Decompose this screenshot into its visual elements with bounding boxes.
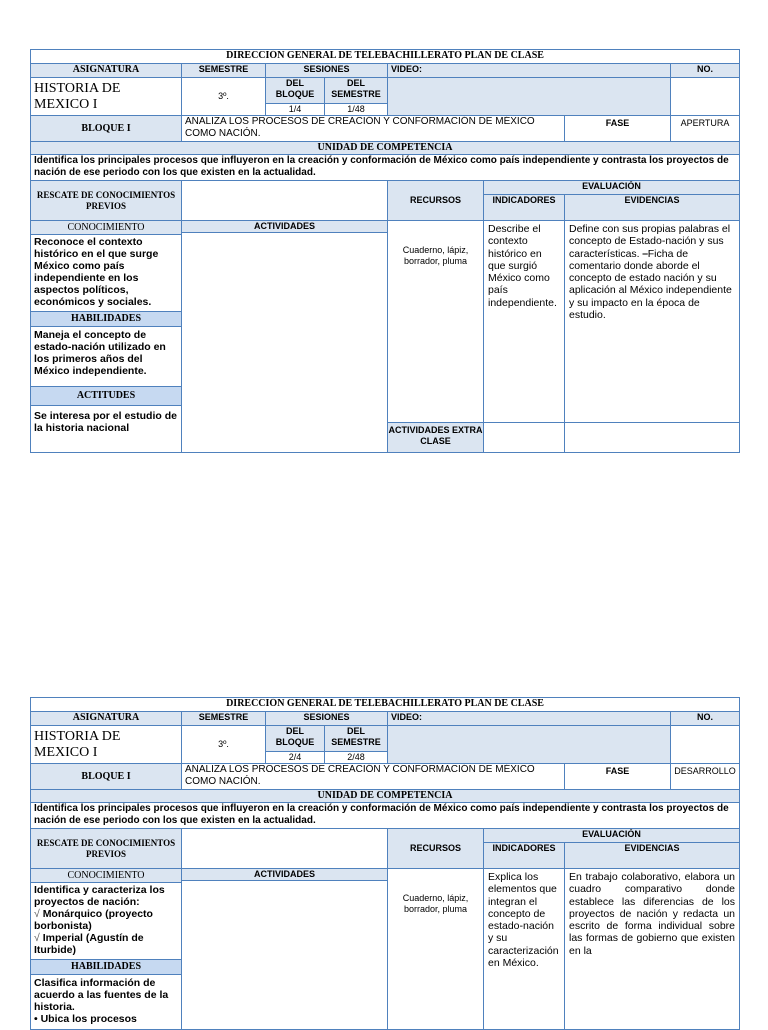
indicadores-label: INDICADORES — [484, 843, 565, 869]
plan-header: DIRECCIÓN GENERAL DE TELEBACHILLERATO PLAN DE CLASE — [31, 698, 740, 712]
lesson-plan-1 — [30, 49, 739, 453]
rescate-value — [182, 181, 388, 221]
sesion-semestre-value: 2/48 — [325, 752, 388, 764]
video-value — [388, 726, 671, 764]
actividades-column — [182, 869, 388, 1030]
sesiones-label: SESIONES — [266, 64, 388, 78]
rescate-label: RESCATE DE CONOCIMIENTOS PREVIOS — [31, 829, 182, 869]
no-label: NO. — [671, 64, 740, 78]
bloque-label: BLOQUE I — [31, 764, 182, 790]
bloque-label: BLOQUE I — [31, 116, 182, 142]
unidad-text: Identifica los principales procesos que influyeron en la creación y conformación de México como país independiente y contrasta los proyectos de nación de ese periodo con los que existen en la actualidad. — [31, 155, 740, 181]
conocimiento-column — [31, 869, 182, 1030]
conocimiento-text: Reconoce el contexto histórico en el que surge México como país independiente en los aspectos políticos, económicos y sociales. — [34, 236, 159, 308]
bloque-text: ANALIZA LOS PROCESOS DE CREACIÓN Y CONFORMACIÓN DE MÉXICO COMO NACIÓN. — [182, 116, 565, 142]
no-label: NO. — [671, 712, 740, 726]
lesson-plan-2 — [30, 697, 739, 1030]
no-value — [671, 726, 740, 764]
indicadores-column — [484, 869, 565, 1030]
indicadores-column — [484, 221, 565, 453]
actividades-column — [182, 221, 388, 453]
evidencias-column — [565, 869, 740, 1030]
recursos-value: Cuaderno, lápiz, borrador, pluma — [402, 245, 469, 266]
indicadores-value: Describe el contexto histórico en que surgió México como país independiente. — [488, 223, 557, 309]
conocimiento-item-2: √ Imperial (Agustín de Iturbide) — [34, 932, 144, 956]
unidad-text: Identifica los principales procesos que influyeron en la creación y conformación de México como país independiente y contrasta los proyectos de nación de ese periodo con los que existen en la actualidad. — [31, 803, 740, 829]
asignatura-label: ASIGNATURA — [31, 64, 182, 78]
conocimiento-column — [31, 221, 182, 453]
del-bloque-label: DEL BLOQUE — [266, 78, 325, 104]
video-label: VIDEO: — [388, 712, 671, 726]
rescate-label: RESCATE DE CONOCIMIENTOS PREVIOS — [31, 181, 182, 221]
asignatura-value: HISTORIA DE MEXICO I — [31, 726, 182, 764]
unidad-label: UNIDAD DE COMPETENCIA — [31, 790, 740, 803]
evidencias-value: En trabajo colaborativo, elabora un cuadro comparativo donde establece las diferencias de los proyectos de nación y redacta un escrito de forma individual sobre las formas de gobierno que existen en la — [569, 871, 736, 957]
recursos-column — [388, 869, 484, 1030]
evidencias-label: EVIDENCIAS — [565, 195, 740, 221]
indicadores-label: INDICADORES — [484, 195, 565, 221]
habilidades-label: HABILIDADES — [31, 311, 181, 327]
sesiones-label: SESIONES — [266, 712, 388, 726]
habilidades-bullet: • Ubica los procesos — [34, 1013, 137, 1025]
fase-label: FASE — [565, 116, 671, 142]
actitudes-text: Se interesa por el estudio de la historia nacional — [34, 410, 177, 434]
actitudes-label: ACTITUDES — [31, 386, 181, 406]
recursos-column — [388, 221, 484, 453]
sesion-semestre-value: 1/48 — [325, 104, 388, 116]
fase-value: APERTURA — [671, 116, 740, 142]
evaluacion-label: EVALUACIÓN — [484, 181, 740, 195]
habilidades-label: HABILIDADES — [31, 959, 181, 975]
evaluacion-label: EVALUACIÓN — [484, 829, 740, 843]
bloque-text: ANALIZA LOS PROCESOS DE CREACIÓN Y CONFORMACIÓN DE MÉXICO COMO NACIÓN. — [182, 764, 565, 790]
evidencias-value: Define con sus propias palabras el concepto de Estado-nación y sus características. ⎯Ficha de comentario donde aborde el concepto de estado nación y su aplicación al México independiente y su impacto en la época de estudio. — [569, 223, 732, 322]
conocimiento-text — [31, 883, 181, 959]
recursos-label: RECURSOS — [388, 829, 484, 869]
recursos-value: Cuaderno, lápiz, borrador, pluma — [402, 893, 469, 914]
indicadores-value: Explica los elementos que integran el concepto de estado-nación y su caracterización en México. — [488, 871, 559, 970]
fase-label: FASE — [565, 764, 671, 790]
evidencias-column — [565, 221, 740, 453]
plan-header: DIRECCIÓN GENERAL DE TELEBACHILLERATO PLAN DE CLASE — [31, 50, 740, 64]
semestre-label: SEMESTRE — [182, 64, 266, 78]
recursos-label: RECURSOS — [388, 181, 484, 221]
habilidades-text: Clasifica información de acuerdo a las fuentes de la historia. • Ubica los procesos — [31, 975, 181, 1026]
unidad-label: UNIDAD DE COMPETENCIA — [31, 142, 740, 155]
del-semestre-label: DEL SEMESTRE — [325, 78, 388, 104]
habilidades-text: Maneja el concepto de estado-nación utilizado en los primeros años del México independiente. — [34, 329, 166, 377]
no-value — [671, 78, 740, 116]
sesion-bloque-value: 2/4 — [266, 752, 325, 764]
asignatura-label: ASIGNATURA — [31, 712, 182, 726]
conocimiento-label: CONOCIMIENTO — [31, 869, 181, 883]
extra-clase-label: ACTIVIDADES EXTRA CLASE — [388, 422, 483, 452]
sesion-bloque-value: 1/4 — [266, 104, 325, 116]
video-value — [388, 78, 671, 116]
del-semestre-label: DEL SEMESTRE — [325, 726, 388, 752]
actividades-label: ACTIVIDADES — [182, 869, 387, 881]
conocimiento-item-1: √ Monárquico (proyecto borbonista) — [34, 908, 153, 932]
evidencias-label: EVIDENCIAS — [565, 843, 740, 869]
video-label: VIDEO: — [388, 64, 671, 78]
asignatura-value: HISTORIA DE MEXICO I — [31, 78, 182, 116]
conocimiento-label: CONOCIMIENTO — [31, 221, 181, 235]
actividades-label: ACTIVIDADES — [182, 221, 387, 233]
rescate-value — [182, 829, 388, 869]
semestre-label: SEMESTRE — [182, 712, 266, 726]
semestre-value: 3º. — [182, 78, 266, 116]
del-bloque-label: DEL BLOQUE — [266, 726, 325, 752]
semestre-value: 3º. — [182, 726, 266, 764]
conocimiento-intro: Identifica y caracteriza los proyectos de nación: — [34, 884, 165, 908]
fase-value: DESARROLLO — [671, 764, 740, 790]
